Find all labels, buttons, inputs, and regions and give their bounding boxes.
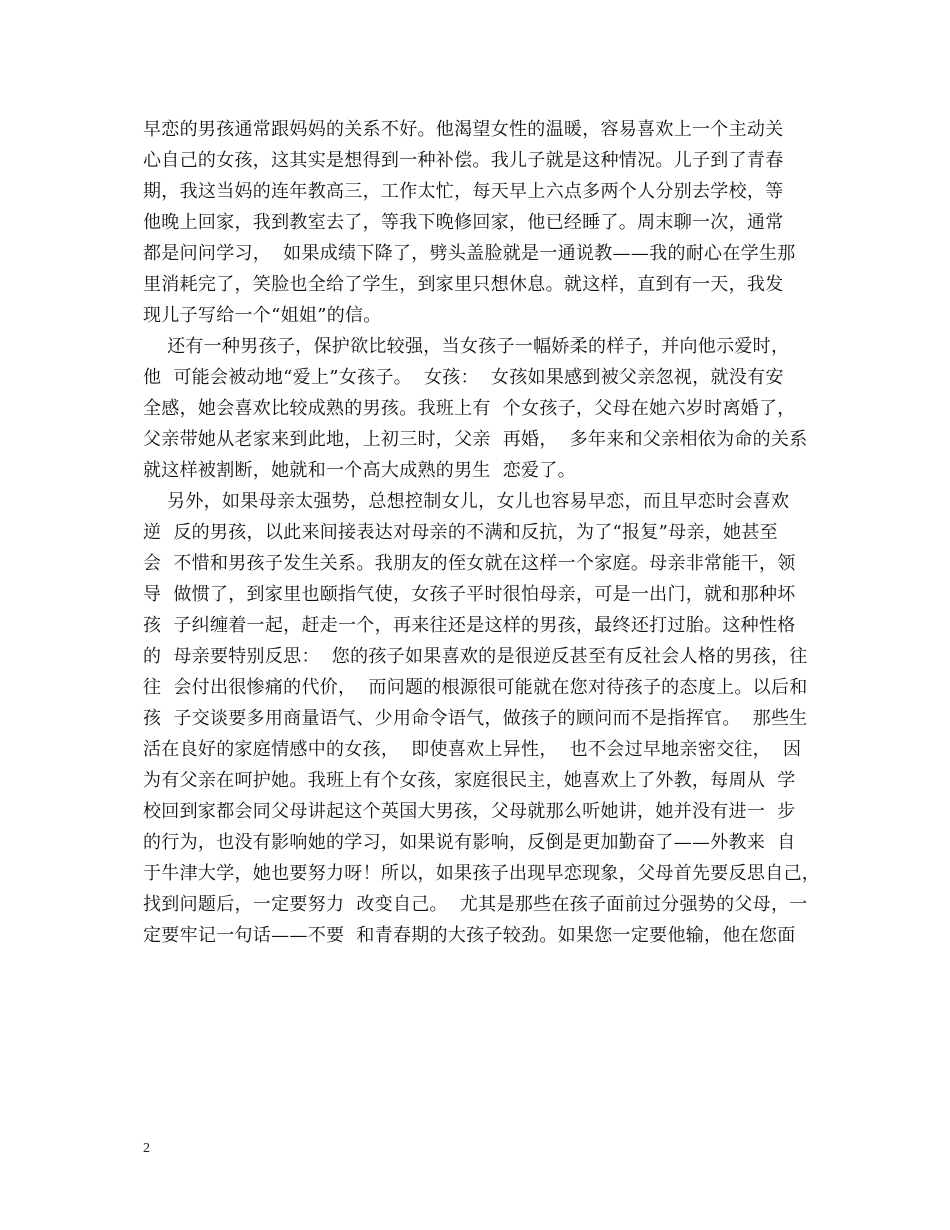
text-line: 早恋的男孩通常跟妈妈的关系不好。他渴望女性的温暖，容易喜欢上一个主动关	[143, 119, 784, 140]
text-line: 全感，她会喜欢比较成熟的男孩。我班上有 个女孩子，父母在她六岁时离婚了，	[143, 398, 796, 419]
text-line: 都是问问学习， 如果成绩下降了，劈头盖脸就是一通说教——我的耐心在学生那	[143, 243, 796, 264]
text-line: 另外，如果母亲太强势，总想控制女儿，女儿也容易早恋，而且早恋时会喜欢	[143, 491, 790, 512]
text-line: 还有一种男孩子，保护欲比较强，当女孩子一幅娇柔的样子，并向他示爱时，	[143, 336, 790, 357]
text-line: 他 可能会被动地“爱上”女孩子。 女孩： 女孩如果感到被父亲忽视，就没有安	[143, 367, 784, 388]
text-line: 孩 子纠缠着一起，赶走一个，再来往还是这样的男孩，最终还打过胎。这种性格	[143, 615, 796, 636]
text-line: 定要牢记一句话——不要 和青春期的大孩子较劲。如果您一定要他输，他在您面	[143, 925, 796, 946]
text-line: 心自己的女孩，这其实是想得到一种补偿。我儿子就是这种情况。儿子到了青春	[143, 150, 784, 171]
text-line: 校回到家都会同父母讲起这个英国大男孩，父母就那么听她讲，她并没有进一 步	[143, 801, 796, 822]
text-line: 于牛津大学，她也要努力呀！所以，如果孩子出现早恋现象，父母首先要反思自己，	[143, 863, 821, 884]
text-line: 的 母亲要特别反思： 您的孩子如果喜欢的是很逆反甚至有反社会人格的男孩，往	[143, 646, 808, 667]
text-line: 导 做惯了，到家里也颐指气使，女孩子平时很怕母亲，可是一出门，就和那种坏	[143, 584, 796, 605]
text-line: 期，我这当妈的连年教高三，工作太忙，每天早上六点多两个人分别去学校，等	[143, 181, 784, 202]
text-line: 找到问题后，一定要努力 改变自己。 尤其是那些在孩子面前过分强势的父母，一	[143, 894, 808, 915]
text-line: 现儿子写给一个“姐姐”的信。	[143, 305, 382, 326]
text-line: 父亲带她从老家来到此地，上初三时，父亲 再婚， 多年来和父亲相依为命的关系	[143, 429, 808, 450]
text-line: 会 不惜和男孩子发生关系。我朋友的侄女就在这样一个家庭。母亲非常能干，领	[143, 553, 796, 574]
page-number: 2	[143, 1141, 150, 1156]
text-line: 活在良好的家庭情感中的女孩， 即使喜欢上异性， 也不会过早地亲密交往， 因	[143, 739, 802, 760]
text-line: 他晚上回家，我到教室去了，等我下晚修回家，他已经睡了。周末聊一次，通常	[143, 212, 784, 233]
text-line: 的行为，也没有影响她的学习，如果说有影响，反倒是更加勤奋了——外教来 自	[143, 832, 796, 853]
text-line: 往 会付出很惨痛的代价， 而问题的根源很可能就在您对待孩子的态度上。以后和	[143, 677, 808, 698]
text-line: 为有父亲在呵护她。我班上有个女孩，家庭很民主，她喜欢上了外教，每周从 学	[143, 770, 796, 791]
text-line: 就这样被割断，她就和一个高大成熟的男生 恋爱了。	[143, 460, 576, 481]
text-line: 孩 子交谈要多用商量语气、少用命令语气，做孩子的顾问而不是指挥官。 那些生	[143, 708, 808, 729]
text-line: 里消耗完了，笑脸也全给了学生，到家里只想休息。就这样，直到有一天，我发	[143, 274, 784, 295]
body-text	[143, 114, 821, 951]
text-line: 逆 反的男孩，以此来间接表达对母亲的不满和反抗，为了“报复”母亲，她甚至	[143, 522, 778, 543]
